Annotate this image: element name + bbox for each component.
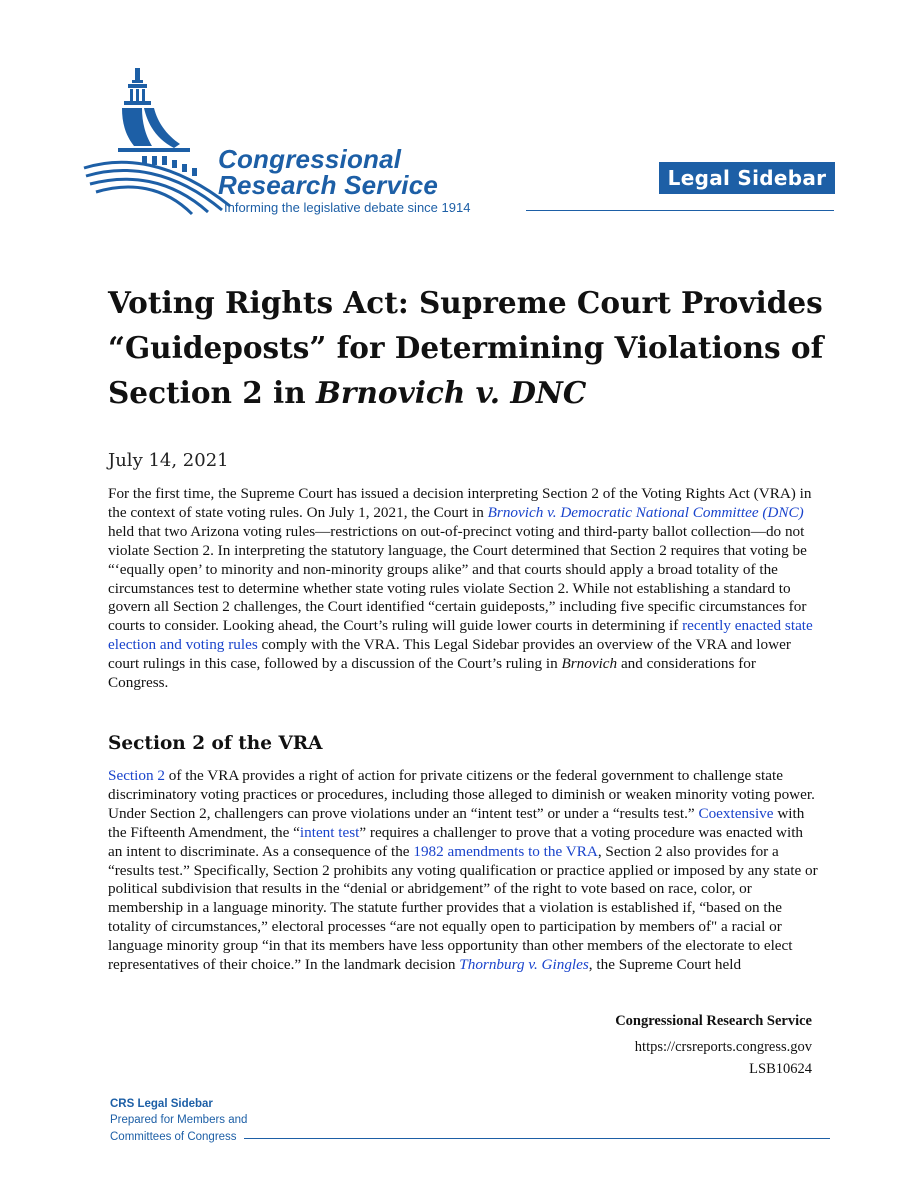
title-case-name: Brnovich v. DNC: [315, 375, 587, 410]
title-line-2: “Guideposts” for Determining Violations of: [108, 330, 824, 365]
header-rule: [526, 210, 834, 211]
text-run: For the first time, the Supreme Court has issued a decision interpreting Section 2 of the Voting Rights Act (VRA) in the context of state voting rules. On July 1, 2021, the Court in: [108, 485, 812, 521]
footer-org-name: Congressional Research Service: [615, 1013, 812, 1029]
intro-paragraph: [108, 485, 818, 693]
report-id: LSB10624: [749, 1061, 812, 1077]
title-line-1: Voting Rights Act: Supreme Court Provides: [108, 285, 823, 320]
thornburg-gingles-link[interactable]: Thornburg v. Gingles: [459, 956, 589, 974]
case-name-italic: Brnovich: [561, 655, 618, 673]
intent-test-link[interactable]: intent test: [299, 823, 360, 841]
text-run: , Section 2 also provides for a “results test.” Specifically, Section 2 prohibits any voting qualification or practice applied or imposed by any state or political subdivision that results in the “denial or abridgement” of the right to vote based on race, color, or membership in a language minority. The statute further provides that a violation is established if, “based on the totality of circumstances,” electoral processes “are not equally open to participation by members of" a racial or language minority group “in that its members have less opportunity than other members of the electorate to elect representatives of their choice.” In the landmark decision: [108, 842, 818, 974]
legal-sidebar-badge: Legal Sidebar: [659, 162, 835, 194]
footer-prepared-line1: Prepared for Members and: [110, 1114, 248, 1126]
title-line-3-prefix: Section 2 in: [108, 375, 316, 410]
footer-prepared-line2: Committees of Congress: [110, 1131, 237, 1143]
brnovich-case-link[interactable]: Brnovich v. Democratic National Committee (DNC): [487, 503, 804, 521]
capitol-dome-icon: [82, 64, 232, 216]
footer-series-label: CRS Legal Sidebar: [110, 1098, 213, 1110]
text-run: comply with the VRA. This Legal Sidebar provides an overview of the VRA and lower court rulings in this case, followed by a discussion of the Court’s ruling in: [108, 636, 791, 673]
footer-rule: [244, 1138, 830, 1139]
footer-url: https://crsreports.congress.gov: [634, 1039, 812, 1055]
vra-amendments-link[interactable]: 1982 amendments to the VRA: [413, 842, 598, 860]
coextensive-link[interactable]: Coextensive: [698, 804, 774, 822]
section2-paragraph: [108, 767, 818, 975]
text-run: and considerations for Congress.: [108, 655, 756, 692]
section-2-link[interactable]: Section 2: [108, 767, 165, 784]
text-run: held that two Arizona voting rules—restrictions on out-of-precinct voting and third-party ballot collection—do not violate Section 2. In interpreting the statutory language, the Court determined that Section 2 requires that voting be “‘equally open’ to minority and non-minority groups alike” and that courts should apply a broad totality of the circumstances test to determine whether state voting rules violate Section 2. While not establishing a standard to govern all Section 2 challenges, the Court identified “certain guideposts,” including five specific circumstances for courts to consider. Looking ahead, the Court’s ruling will guide lower courts in determining if: [108, 522, 807, 635]
org-name-line2: Research Service: [218, 170, 439, 200]
org-name-line1: Congressional: [218, 144, 402, 174]
text-run: , the Supreme Court held: [588, 956, 742, 974]
page-title: [108, 280, 828, 415]
text-run: ” requires a challenger to prove that a voting procedure was enacted with an intent to discriminate. As a consequence of the: [108, 823, 804, 860]
section-heading: Section 2 of the VRA: [108, 733, 323, 754]
state-election-rules-link[interactable]: recently enacted state election and voting rules: [108, 617, 813, 654]
publication-date: July 14, 2021: [108, 450, 229, 471]
text-run: with the Fifteenth Amendment, the “: [108, 804, 805, 841]
org-tagline: Informing the legislative debate since 1914: [224, 200, 471, 215]
text-run: of the VRA provides a right of action for private citizens or the federal government to challenge state discriminatory voting practices or procedures, including those alleged to diminish or weaken minority voting power. Under Section 2, challengers can prove violations under an “intent test” or under a “results test.”: [108, 767, 815, 822]
